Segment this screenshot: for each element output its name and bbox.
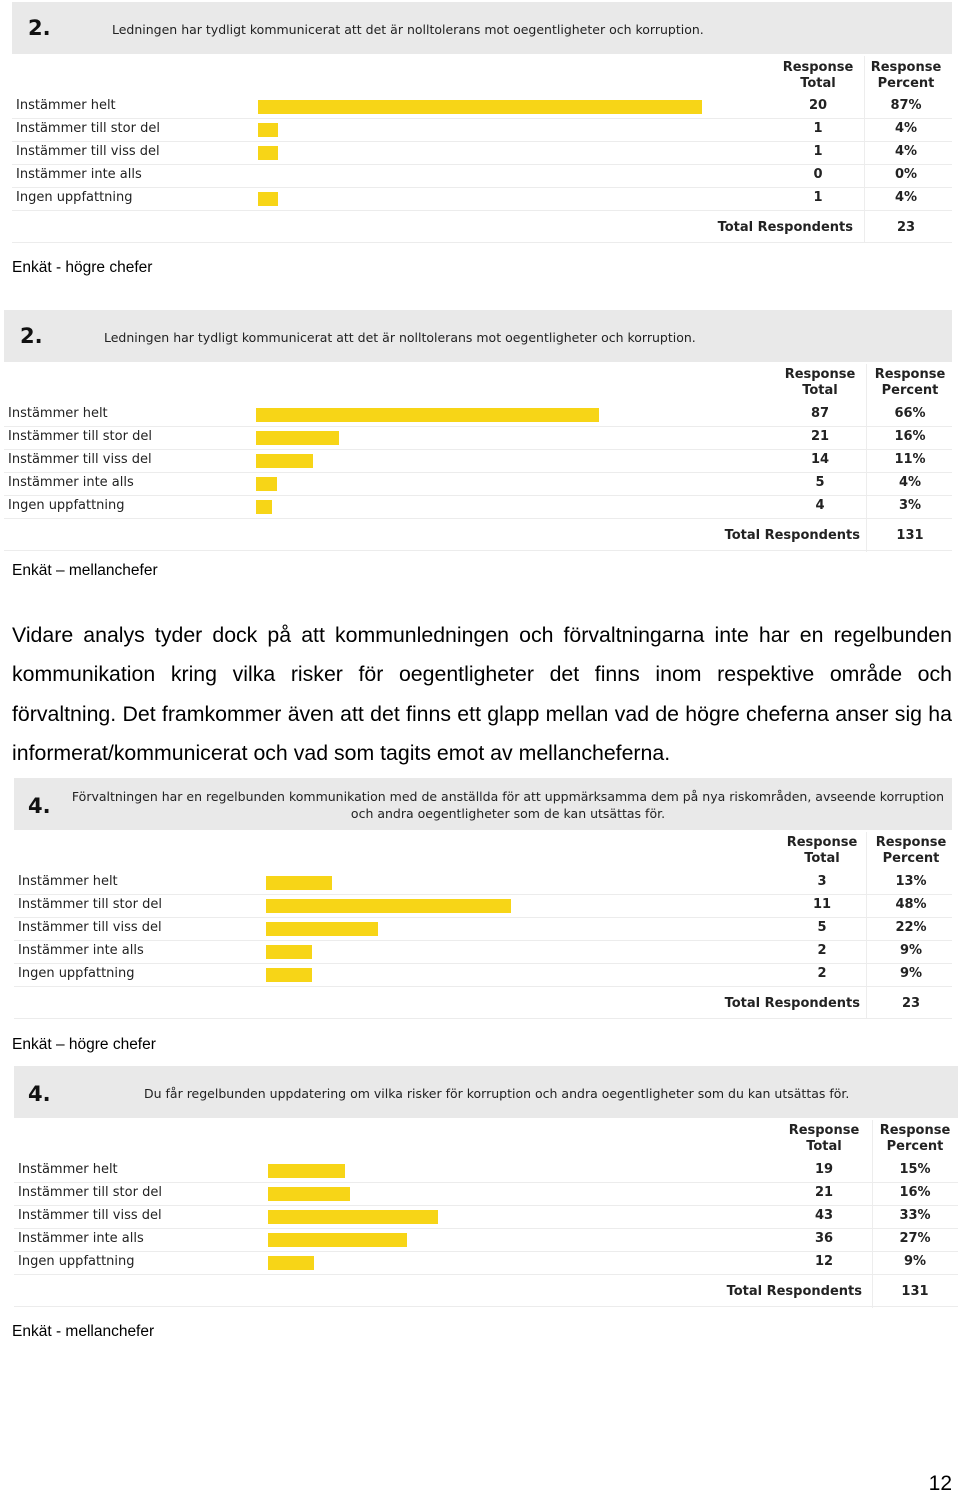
response-percent: 9% <box>899 943 923 958</box>
percent-bar <box>256 477 277 491</box>
row-label: Instämmer helt <box>18 874 118 889</box>
percent-bar <box>268 1164 345 1178</box>
caption-1: Enkät - högre chefer <box>12 259 153 276</box>
row-label: Instämmer till viss del <box>8 452 152 467</box>
response-total: 43 <box>814 1208 834 1223</box>
question-text: Förvaltningen har en regelbunden kommunikation med de anställda för att uppmärksamma dem på nya riskområden, avseende korruption och andra oegentligheter som de kan utsättas för. <box>71 789 945 821</box>
response-percent: 9% <box>899 966 923 981</box>
table-row <box>14 940 952 964</box>
response-percent: 66% <box>894 406 926 421</box>
response-percent: 4% <box>894 190 918 205</box>
percent-bar <box>258 192 278 206</box>
question-number: 2. <box>20 324 43 348</box>
table-row <box>12 187 952 211</box>
response-total: 1 <box>813 144 823 159</box>
row-label: Instämmer till viss del <box>16 144 160 159</box>
question-header <box>12 2 952 54</box>
percent-bar <box>268 1210 438 1224</box>
response-total: 1 <box>813 121 823 136</box>
question-number: 2. <box>28 16 51 40</box>
response-total: 5 <box>817 920 827 935</box>
question-header <box>4 310 952 362</box>
total-respondents-row <box>12 212 952 243</box>
response-total: 2 <box>817 943 827 958</box>
response-percent: 0% <box>894 167 918 182</box>
row-label: Ingen uppfattning <box>8 498 125 513</box>
response-percent: 9% <box>903 1254 927 1269</box>
total-respondents-value: 23 <box>896 220 916 235</box>
total-respondents-value: 131 <box>901 1284 929 1299</box>
table-row <box>14 1182 958 1206</box>
percent-bar <box>256 408 599 422</box>
table-row <box>12 95 952 119</box>
row-label: Instämmer till stor del <box>18 1185 162 1200</box>
response-total: 4 <box>815 498 825 513</box>
percent-bar <box>256 500 272 514</box>
response-percent: 4% <box>898 475 922 490</box>
row-label: Instämmer till stor del <box>18 897 162 912</box>
response-total: 36 <box>814 1231 834 1246</box>
column-header-total: Response Total <box>784 367 856 398</box>
row-label: Instämmer till viss del <box>18 920 162 935</box>
response-total: 2 <box>817 966 827 981</box>
response-percent: 11% <box>894 452 926 467</box>
caption-2: Enkät – mellanchefer <box>12 562 158 579</box>
table-row <box>14 1205 958 1229</box>
percent-bar <box>266 945 312 959</box>
row-label: Instämmer till viss del <box>18 1208 162 1223</box>
total-respondents-row <box>14 988 952 1019</box>
response-percent: 4% <box>894 121 918 136</box>
column-header-percent: Response Percent <box>870 60 942 91</box>
total-respondents-value: 23 <box>901 996 921 1011</box>
percent-bar <box>258 146 278 160</box>
response-percent: 4% <box>894 144 918 159</box>
percent-bar <box>268 1233 407 1247</box>
percent-bar <box>256 431 339 445</box>
response-percent: 16% <box>899 1185 931 1200</box>
table-row <box>14 963 952 987</box>
caption-3: Enkät – högre chefer <box>12 1036 156 1053</box>
column-header-percent: Response Percent <box>875 835 947 866</box>
response-percent: 15% <box>899 1162 931 1177</box>
question-header <box>14 1066 958 1118</box>
response-total: 12 <box>814 1254 834 1269</box>
response-percent: 48% <box>895 897 927 912</box>
table-row <box>4 449 952 473</box>
total-respondents-value: 131 <box>896 528 924 543</box>
survey-table-1 <box>12 2 952 244</box>
table-row <box>4 472 952 496</box>
table-row <box>12 164 952 188</box>
table-row <box>4 403 952 427</box>
question-text: Ledningen har tydligt kommunicerat att det är nolltolerans mot oegentligheter och korruption. <box>112 22 704 37</box>
question-number: 4. <box>28 1082 51 1106</box>
response-total: 20 <box>808 98 828 113</box>
table-row <box>14 894 952 918</box>
row-label: Ingen uppfattning <box>18 1254 135 1269</box>
row-label: Instämmer helt <box>8 406 108 421</box>
table-row <box>12 141 952 165</box>
total-respondents-label: Total Respondents <box>717 220 853 235</box>
response-percent: 22% <box>895 920 927 935</box>
column-header-percent: Response Percent <box>874 367 946 398</box>
response-total: 19 <box>814 1162 834 1177</box>
response-total: 14 <box>810 452 830 467</box>
column-header-percent: Response Percent <box>879 1123 951 1154</box>
table-row <box>12 118 952 142</box>
response-total: 87 <box>810 406 830 421</box>
row-label: Instämmer inte alls <box>18 1231 144 1246</box>
total-respondents-label: Total Respondents <box>726 1284 862 1299</box>
row-label: Instämmer inte alls <box>18 943 144 958</box>
percent-bar <box>266 968 312 982</box>
row-label: Ingen uppfattning <box>16 190 133 205</box>
column-header-total: Response Total <box>782 60 854 91</box>
response-total: 21 <box>810 429 830 444</box>
response-total: 21 <box>814 1185 834 1200</box>
table-row <box>14 871 952 895</box>
percent-bar <box>256 454 313 468</box>
total-respondents-label: Total Respondents <box>724 528 860 543</box>
row-label: Instämmer inte alls <box>8 475 134 490</box>
column-header-total: Response Total <box>786 835 858 866</box>
percent-bar <box>266 922 378 936</box>
response-percent: 3% <box>898 498 922 513</box>
row-label: Ingen uppfattning <box>18 966 135 981</box>
percent-bar <box>268 1187 350 1201</box>
question-header <box>14 778 952 830</box>
total-respondents-row <box>4 520 952 551</box>
survey-table-2 <box>4 310 952 554</box>
table-row <box>14 1159 958 1183</box>
column-header-total: Response Total <box>788 1123 860 1154</box>
response-percent: 33% <box>899 1208 931 1223</box>
survey-table-4 <box>14 1066 958 1310</box>
response-total: 5 <box>815 475 825 490</box>
response-total: 3 <box>817 874 827 889</box>
response-total: 1 <box>813 190 823 205</box>
page-number: 12 <box>928 1472 952 1495</box>
response-total: 0 <box>813 167 823 182</box>
response-percent: 27% <box>899 1231 931 1246</box>
percent-bar <box>266 876 332 890</box>
percent-bar <box>258 123 278 137</box>
row-label: Instämmer inte alls <box>16 167 142 182</box>
row-label: Instämmer till stor del <box>8 429 152 444</box>
survey-table-3 <box>14 778 952 1020</box>
response-percent: 16% <box>894 429 926 444</box>
question-text: Du får regelbunden uppdatering om vilka risker för korruption och andra oegentligheter som du kan utsättas för. <box>144 1086 850 1101</box>
row-label: Instämmer helt <box>16 98 116 113</box>
response-percent: 87% <box>890 98 922 113</box>
table-row <box>14 1251 958 1275</box>
row-label: Instämmer helt <box>18 1162 118 1177</box>
caption-4: Enkät - mellanchefer <box>12 1323 155 1340</box>
table-row <box>4 495 952 519</box>
table-row <box>14 917 952 941</box>
total-respondents-row <box>14 1276 958 1307</box>
body-paragraph: Vidare analys tyder dock på att kommunledningen och förvaltningarna inte har en regelbunden kommunikation kring vilka risker för oegentligheter det finns inom respektive område och förvaltning. Det framkommer även att det finns ett glapp mellan vad de högre cheferna anser sig ha informerat/kommunicerat och vad som tagits emot av mellancheferna. <box>12 623 952 765</box>
percent-bar <box>266 899 511 913</box>
table-row <box>14 1228 958 1252</box>
percent-bar <box>268 1256 314 1270</box>
question-text: Ledningen har tydligt kommunicerat att det är nolltolerans mot oegentligheter och korruption. <box>104 330 696 345</box>
table-row <box>4 426 952 450</box>
percent-bar <box>258 100 702 114</box>
row-label: Instämmer till stor del <box>16 121 160 136</box>
question-number: 4. <box>28 794 51 818</box>
response-total: 11 <box>812 897 832 912</box>
response-percent: 13% <box>895 874 927 889</box>
total-respondents-label: Total Respondents <box>724 996 860 1011</box>
